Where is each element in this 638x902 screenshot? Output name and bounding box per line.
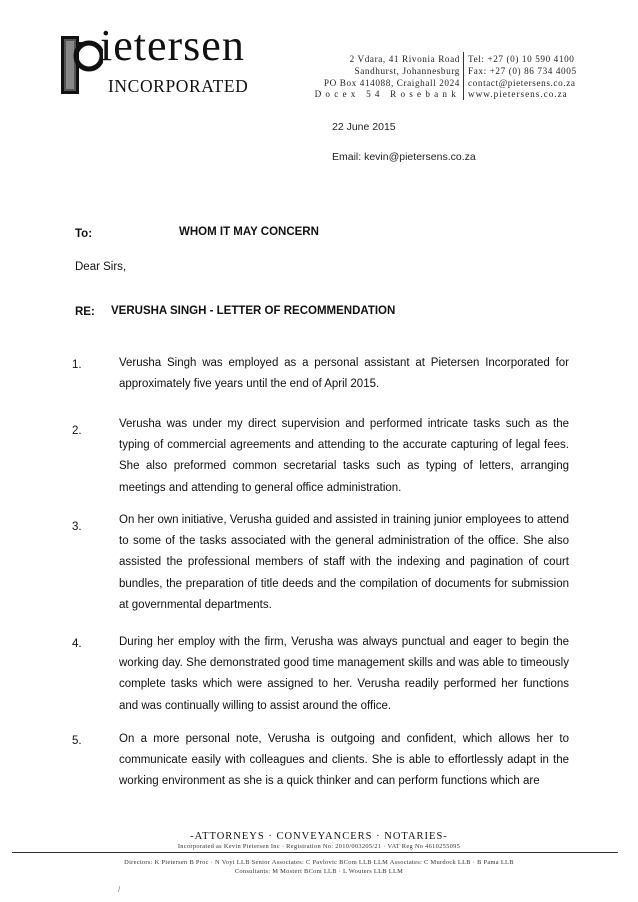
paragraph: Verusha was under my direct supervision and performed intricate tasks such as the typing of commercial agreements and attending to the accurate capturing of legal fees. She also preformed common secretarial tasks such as typing of letters, arranging meetings and attending to general office administration. (119, 418, 569, 494)
to-label: To: (75, 228, 93, 240)
re-label: RE: (75, 306, 95, 318)
paragraph: On her own initiative, Verusha guided and assisted in training junior employees to attend to some of the tasks associated with the general administration of the office. She also assisted the professional members of staff with the indexing and pagination of court bundles, the preparation of title deeds and the compilation of documents for submission at governmental departments. (119, 514, 569, 611)
paragraph: During her employ with the firm, Verusha was always punctual and eager to begin the working day. She demonstrated good time management skills and was able to timeously complete tasks which were assigned to her. Verusha readily performed her functions and was continually willing to assist around the office. (119, 636, 569, 712)
paragraph-number: 4. (72, 638, 82, 650)
address-block (314, 54, 460, 101)
firm-subtitle: INCORPORATED (108, 76, 249, 96)
fax-number: Fax: +27 (0) 86 734 4005 (468, 65, 577, 76)
address-divider (463, 52, 464, 100)
letter-date: 22 June 2015 (332, 121, 396, 133)
address-line: Docex 54 Rosebank (314, 89, 460, 100)
phone-number: Tel: +27 (0) 10 590 4100 (468, 54, 575, 64)
paragraph-number: 2. (72, 425, 82, 437)
address-line: PO Box 414088, Craighall 2024 (323, 77, 460, 88)
salutation: Dear Sirs, (75, 261, 127, 273)
address-line: 2 Vdara, 41 Rivonia Road (349, 54, 460, 64)
paragraph: On a more personal note, Verusha is outgoing and confident, which allows her to communicate easily with colleagues and clients. She is able to effortlessly adapt in the working environment as she is a quick thinker and can perform functions which are (119, 733, 569, 788)
address-line: Sandhurst, Johannesburg (354, 65, 460, 76)
footer-directors: Directors: K Pietersen B Proc · N Voyi LLB Senior Associates: C Pavlovic BCom LLB LLM Associates: C Murdock LLB · B Pama LLB (124, 859, 514, 866)
firm-name: ietersen (100, 21, 245, 70)
footer-registration: Incorporated as Kevin Pietersen Inc · Registration No: 2010/003205/21 · VAT Reg No 4610255095 (177, 843, 461, 850)
website: www.pietersens.co.za (468, 89, 568, 100)
scan-mark: / (118, 885, 121, 894)
footer-divider (12, 852, 618, 853)
paragraph: Verusha Singh was employed as a personal assistant at Pietersen Incorporated for approximately five years until the end of April 2015. (119, 357, 569, 391)
sender-email: Email: kevin@pietersens.co.za (332, 151, 476, 163)
addressee: WHOM IT MAY CONCERN (179, 226, 319, 238)
paragraph-number: 1. (72, 359, 82, 371)
subject-line: VERUSHA SINGH - LETTER OF RECOMMENDATION (111, 305, 396, 317)
paragraph-number: 3. (72, 521, 82, 533)
logo-mark (61, 36, 103, 94)
contact-block (468, 54, 577, 101)
contact-email: contact@pietersens.co.za (468, 77, 576, 88)
paragraph-number: 5. (72, 735, 82, 747)
footer-practice-areas: -ATTORNEYS · CONVEYANCERS · NOTARIES- (190, 831, 448, 842)
footer-consultants: Consultants: M Mostert BCom LLB · L Wouters LLB LLM (234, 868, 404, 875)
